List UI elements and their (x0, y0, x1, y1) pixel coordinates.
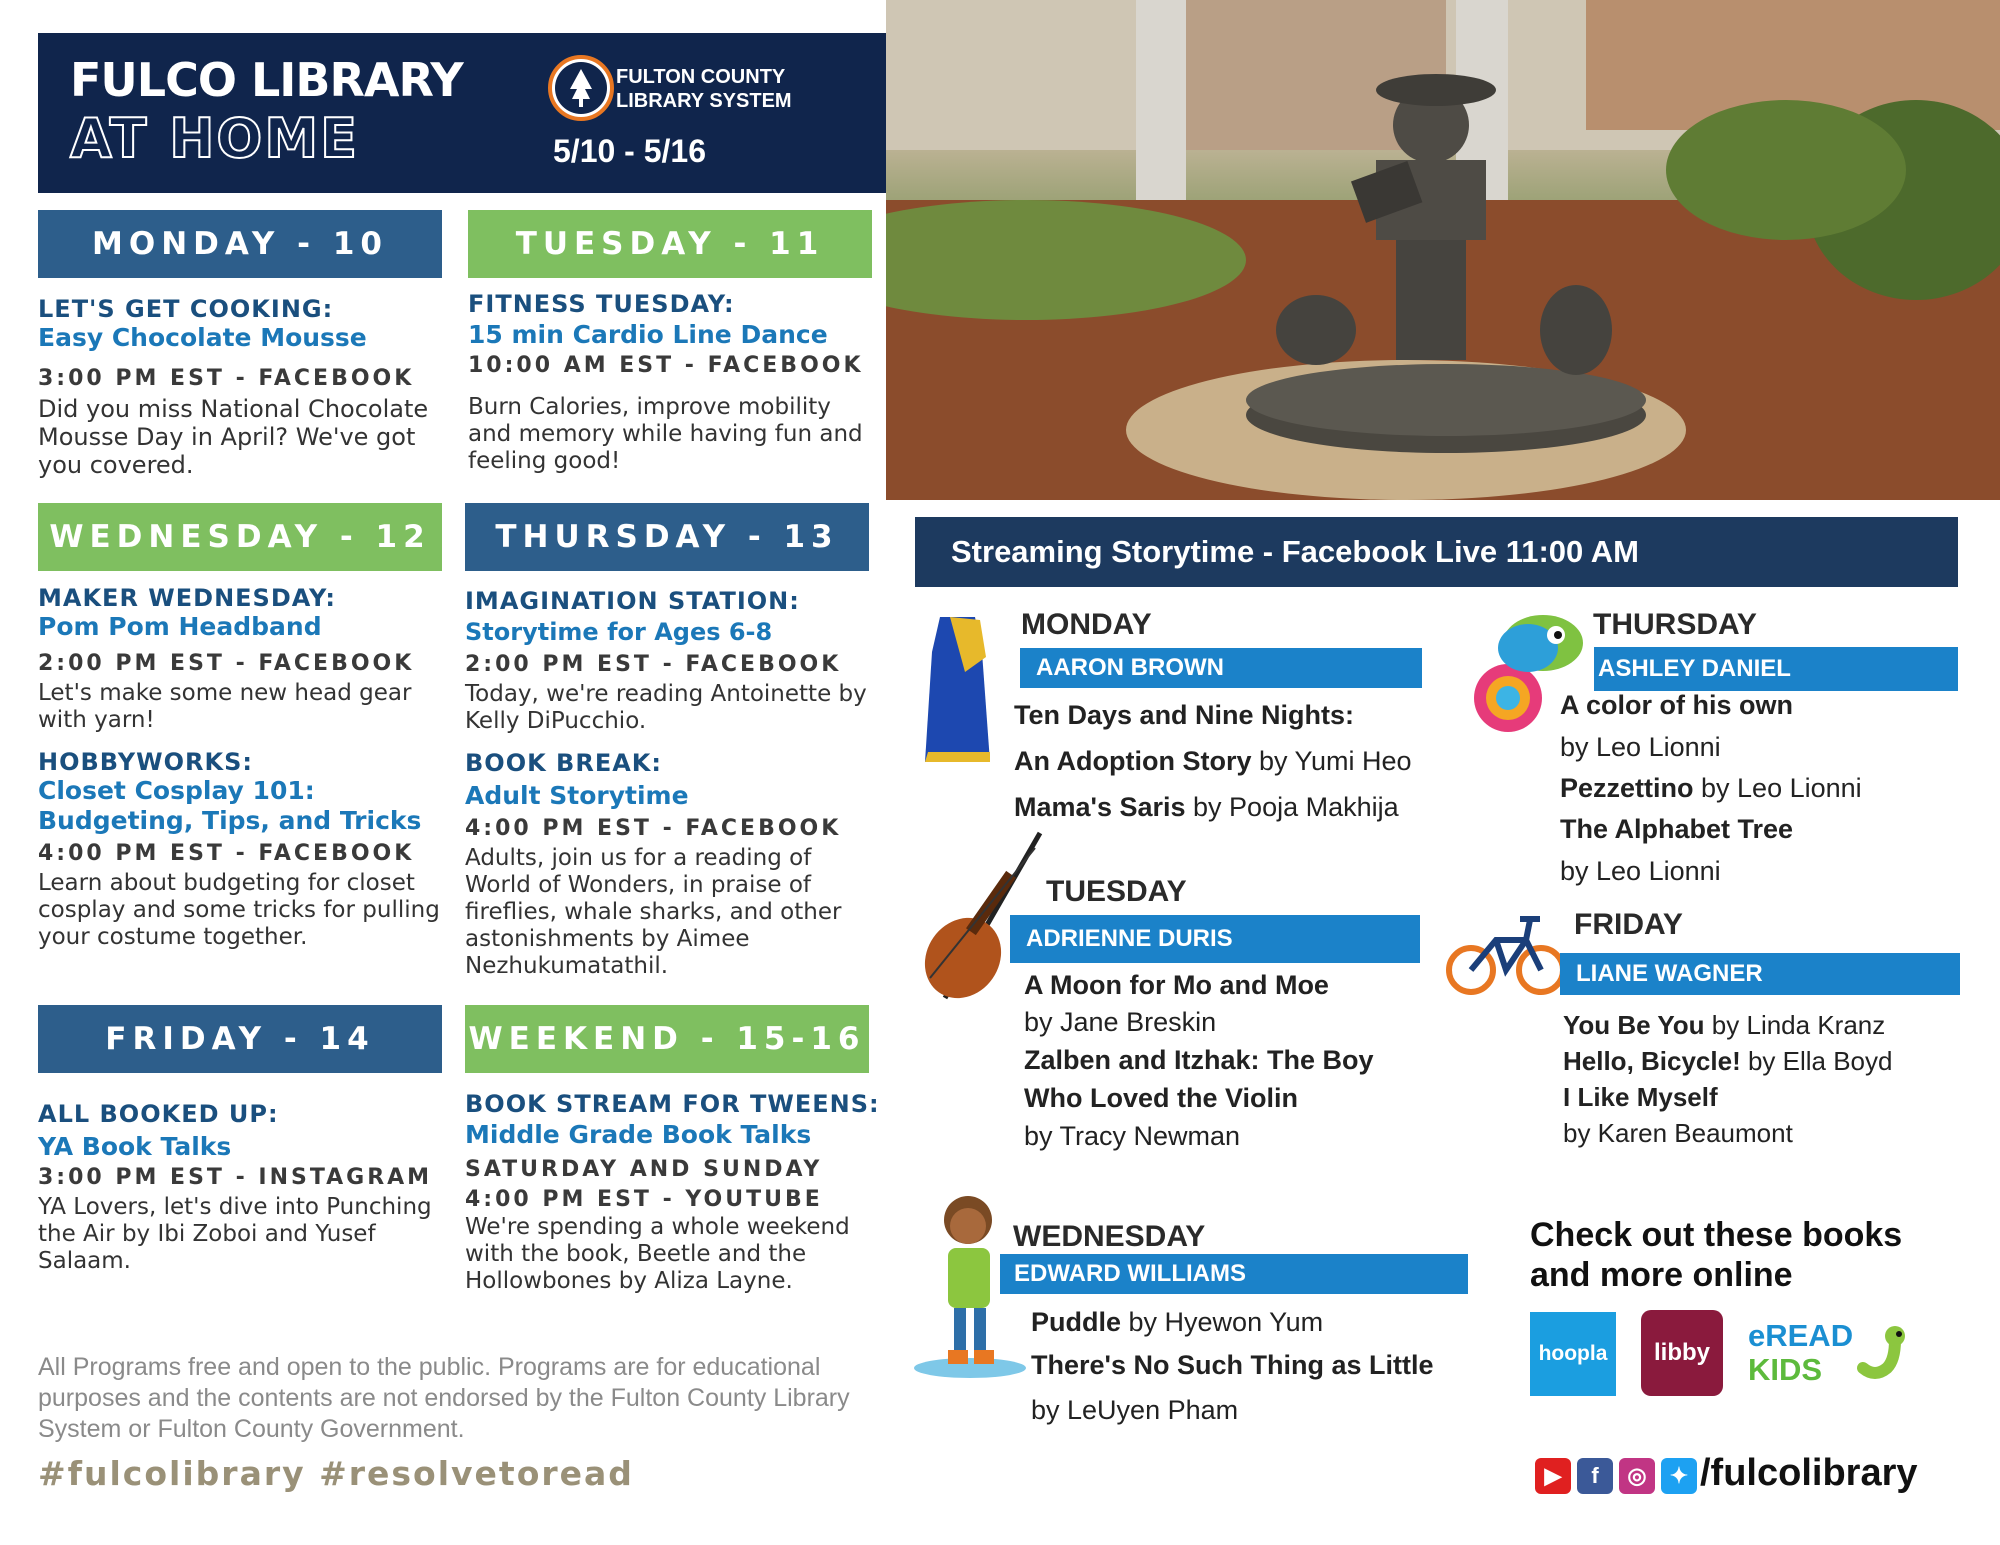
program-subtitle: Easy Chocolate Mousse (38, 323, 367, 352)
storytime-wednesday-day: WEDNESDAY (1013, 1220, 1206, 1253)
program-time: 3:00 PM EST - INSTAGRAM (38, 1165, 433, 1190)
book-author: by Pooja Makhija (1185, 792, 1399, 822)
storytime-monday-day: MONDAY (1021, 608, 1152, 641)
storytime-banner: Streaming Storytime - Facebook Live 11:00 AM (915, 517, 1958, 587)
header-banner (38, 33, 886, 193)
logo-text-line2: LIBRARY SYSTEM (616, 90, 792, 112)
program-title: ALL BOOKED UP: (38, 1100, 279, 1128)
online-heading-line1: Check out these books (1530, 1216, 1903, 1254)
day-bar-weekend: WEEKEND - 15-16 (465, 1005, 869, 1073)
storytime-thursday-book3 (1560, 814, 1793, 845)
storytime-thursday-book1 (1560, 690, 1793, 721)
storytime-friday-book1 (1563, 1010, 1885, 1041)
facebook-icon[interactable]: f (1577, 1458, 1613, 1494)
storytime-tuesday-day: TUESDAY (1046, 875, 1187, 908)
book-title: The Alphabet Tree (1560, 814, 1794, 844)
program-time-2: 4:00 PM EST - FACEBOOK (465, 816, 842, 841)
program-description: Let's make some new head gear with yarn! (38, 680, 412, 733)
hoopla-link[interactable]: hoopla (1530, 1312, 1616, 1396)
eread-kids-link-bottom[interactable]: KIDS (1748, 1352, 1823, 1387)
storytime-wednesday-book2 (1031, 1350, 1433, 1381)
storytime-tuesday-reader: ADRIENNE DURIS (1010, 915, 1420, 963)
social-handle[interactable]: /fulcolibrary (1700, 1452, 1918, 1494)
program-description: Did you miss National Chocolate Mousse Day in April? We've got you covered. (38, 395, 429, 479)
program-time: 2:00 PM EST - FACEBOOK (38, 651, 415, 676)
program-subtitle-2: Adult Storytime (465, 781, 689, 810)
program-thursday (465, 587, 875, 980)
program-time: 3:00 PM EST - FACEBOOK (38, 366, 415, 391)
program-monday (38, 295, 448, 479)
program-title: IMAGINATION STATION: (465, 587, 800, 615)
storytime-tuesday-book2-author: by Tracy Newman (1024, 1121, 1241, 1151)
hashtags: #fulcolibrary #resolvetoread (38, 1454, 634, 1493)
book-title: Pezzettino (1560, 773, 1694, 803)
storytime-thursday-book2 (1560, 773, 1862, 804)
storytime-wednesday-book2-author: by LeUyen Pham (1031, 1395, 1239, 1425)
program-description: Burn Calories, improve mobility and memory while having fun and feeling good! (468, 394, 863, 474)
storytime-friday-book2 (1563, 1046, 1892, 1077)
book-title: Mama's Saris (1014, 792, 1186, 822)
storytime-wednesday-reader: EDWARD WILLIAMS (1000, 1254, 1468, 1294)
program-subtitle: 15 min Cardio Line Dance (468, 320, 828, 349)
day-bar-wednesday: WEDNESDAY - 12 (38, 503, 442, 571)
storytime-wednesday-book1 (1031, 1307, 1323, 1338)
storytime-tuesday-book1-author: by Jane Breskin (1024, 1007, 1217, 1037)
program-time: 10:00 AM EST - FACEBOOK (468, 353, 864, 378)
storytime-monday-book1-line2 (1014, 746, 1412, 777)
program-subtitle: Middle Grade Book Talks (465, 1120, 812, 1149)
program-title-2: HOBBYWORKS: (38, 748, 253, 776)
tree-icon (552, 59, 610, 117)
book-author: by Linda Kranz (1704, 1010, 1886, 1040)
program-subtitle-2a: Closet Cosplay 101: (38, 776, 315, 805)
program-subtitle-2b: Budgeting, Tips, and Tricks (38, 806, 422, 835)
instagram-icon[interactable]: ◎ (1619, 1458, 1655, 1494)
storytime-monday-book2 (1014, 792, 1399, 823)
title-fulco-library: FULCO LIBRARY (70, 53, 463, 107)
sari-icon (920, 612, 995, 776)
online-heading-line2: and more online (1530, 1256, 1793, 1294)
date-range: 5/10 - 5/16 (553, 133, 706, 169)
program-description-2: Learn about budgeting for closet cosplay and some tricks for pulling your costume together. (38, 870, 440, 950)
program-friday (38, 1100, 443, 1275)
book-title: Puddle (1031, 1307, 1122, 1337)
program-time-2: 4:00 PM EST - FACEBOOK (38, 841, 415, 866)
program-time: 2:00 PM EST - FACEBOOK (465, 652, 842, 677)
program-subtitle: Storytime for Ages 6-8 (465, 618, 773, 646)
program-title: MAKER WEDNESDAY: (38, 584, 336, 612)
youtube-icon[interactable]: ▶ (1535, 1458, 1571, 1494)
online-heading (1530, 1215, 1902, 1295)
program-description-2: Adults, join us for a reading of World of Wonders, in praise of fireflies, whale sharks, and other astonishments by Aimee Nezhukumatathil. (465, 845, 842, 979)
eread-kids-link-top[interactable]: eREAD (1748, 1318, 1854, 1353)
storytime-monday-book1-line1 (1014, 700, 1354, 731)
storytime-thursday-reader: ASHLEY DANIEL (1594, 647, 1958, 691)
twitter-icon[interactable]: ✦ (1661, 1458, 1697, 1494)
program-title-2: BOOK BREAK: (465, 749, 662, 777)
book-title: I Like Myself (1563, 1082, 1718, 1112)
program-title: BOOK STREAM FOR TWEENS: (465, 1090, 880, 1118)
book-title: There's No Such Thing as Little (1031, 1350, 1434, 1380)
storytime-friday-day: FRIDAY (1574, 908, 1683, 941)
storytime-friday-book3-author: by Karen Beaumont (1563, 1118, 1793, 1148)
book-title: Hello, Bicycle! (1563, 1046, 1741, 1076)
book-title: An Adoption Story (1014, 746, 1252, 776)
library-logo-icon (548, 55, 614, 121)
book-title: A color of his own (1560, 690, 1793, 720)
photo-illustration (886, 0, 2000, 500)
program-time: 4:00 PM EST - YOUTUBE (465, 1187, 823, 1212)
libby-link[interactable]: libby (1641, 1310, 1723, 1396)
day-bar-thursday: THURSDAY - 13 (465, 503, 869, 571)
storytime-thursday-day: THURSDAY (1593, 608, 1757, 641)
storytime-friday-book3 (1563, 1082, 1718, 1113)
program-description: Today, we're reading Antoinette by Kelly DiPucchio. (465, 681, 867, 734)
storytime-tuesday-book2-line2 (1024, 1083, 1298, 1114)
program-days: SATURDAY AND SUNDAY (465, 1157, 823, 1182)
storytime-tuesday-book2-line1 (1024, 1045, 1374, 1076)
disclaimer-note: All Programs free and open to the public. Programs are for educational purposes and the contents are not endorsed by the Fulton County Library System or Fulton County Government. (38, 1353, 850, 1443)
book-title: Zalben and Itzhak: The Boy (1024, 1045, 1374, 1075)
statue-photo (886, 0, 2000, 500)
logo-text-line1: FULTON COUNTY (616, 66, 786, 88)
book-author: by Leo Lionni (1693, 773, 1862, 803)
program-title: FITNESS TUESDAY: (468, 290, 735, 318)
book-author: by Ella Boyd (1740, 1046, 1893, 1076)
book-title: Ten Days and Nine Nights: (1014, 700, 1355, 730)
book-author: by Yumi Heo (1251, 746, 1412, 776)
book-author: by Hyewon Yum (1121, 1307, 1324, 1337)
program-description: YA Lovers, let's dive into Punching the Air by Ibi Zoboi and Yusef Salaam. (38, 1194, 432, 1274)
program-tuesday (468, 290, 868, 475)
storytime-tuesday-book1 (1024, 970, 1329, 1001)
day-bar-monday: MONDAY - 10 (38, 210, 442, 278)
program-subtitle: YA Book Talks (38, 1132, 232, 1161)
program-subtitle: Pom Pom Headband (38, 612, 322, 641)
day-bar-tuesday: TUESDAY - 11 (468, 210, 872, 278)
program-title: LET'S GET COOKING: (38, 295, 334, 323)
program-weekend (465, 1090, 880, 1295)
book-title: Who Loved the Violin (1024, 1083, 1298, 1113)
book-title: You Be You (1563, 1010, 1705, 1040)
bicycle-icon (1446, 905, 1566, 1004)
storytime-thursday-book1-author: by Leo Lionni (1560, 732, 1721, 762)
program-description: We're spending a whole weekend with the book, Beetle and the Hollowbones by Aliza Layne. (465, 1214, 850, 1294)
chameleon-icon (1458, 603, 1588, 747)
title-at-home: AT HOME (70, 107, 359, 170)
storytime-thursday-book3-author: by Leo Lionni (1560, 856, 1721, 886)
worm-icon (1855, 1320, 1915, 1384)
program-wednesday (38, 584, 443, 951)
day-bar-friday: FRIDAY - 14 (38, 1005, 442, 1073)
book-title: A Moon for Mo and Moe (1024, 970, 1329, 1000)
storytime-friday-reader: LIANE WAGNER (1560, 953, 1960, 995)
storytime-monday-reader: AARON BROWN (1020, 648, 1422, 688)
